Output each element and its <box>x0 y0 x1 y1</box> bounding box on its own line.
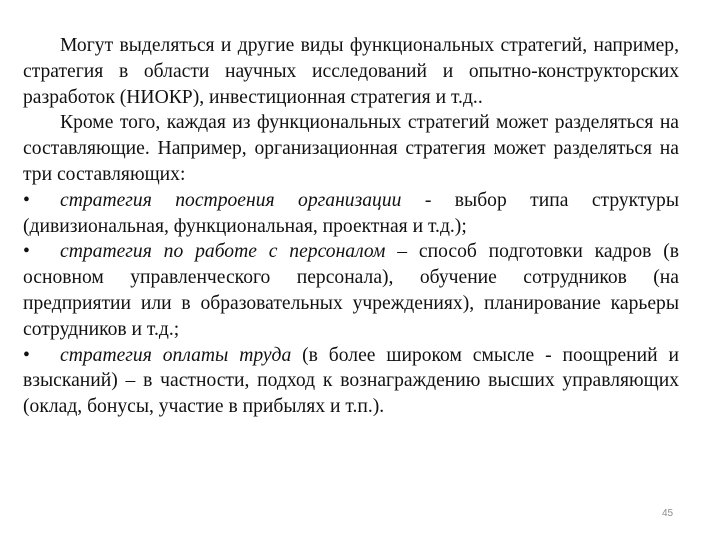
bullet-item-payment <box>23 343 679 420</box>
bullet-term: стратегия оплаты труда <box>60 344 292 366</box>
intro-paragraph: Могут выделяться и другие виды функциональных стратегий, например, стратегия в области научных исследований и опытно-конструкторских разработок (НИОКР), инвестиционная стратегия и т.д.. <box>23 35 679 108</box>
bullet-icon: • <box>23 344 30 366</box>
bullet-icon: • <box>23 241 30 263</box>
bullet-text: (в более широком смысле - поощрений и взысканий) – в частности, подход к вознаграждению высших управляющих (оклад, бонусы, участие в прибылях и т.п.). <box>23 344 679 418</box>
bullet-text: – способ подготовки кадров (в основном управленческого персонала), обучение сотрудников (на предприятии или в образовательных учреждениях), планирование карьеры сотрудников и т.д.; <box>23 241 679 340</box>
bullet-text: - выбор типа структуры (дивизиональная, функциональная, проектная и т.д.); <box>23 189 679 237</box>
components-paragraph: Кроме того, каждая из функциональных стратегий может разделяться на составляющие. Например, организационная стратегия может разделяться на три составляющих: <box>23 112 679 185</box>
bullet-item-personnel <box>23 239 679 342</box>
slide-content <box>23 33 679 420</box>
bullet-term: стратегия построения организации <box>60 189 402 211</box>
bullet-term: стратегия по работе с персоналом <box>60 241 386 263</box>
bullet-icon: • <box>23 189 30 211</box>
bullet-item-organization <box>23 188 679 240</box>
page-number: 45 <box>662 508 674 519</box>
